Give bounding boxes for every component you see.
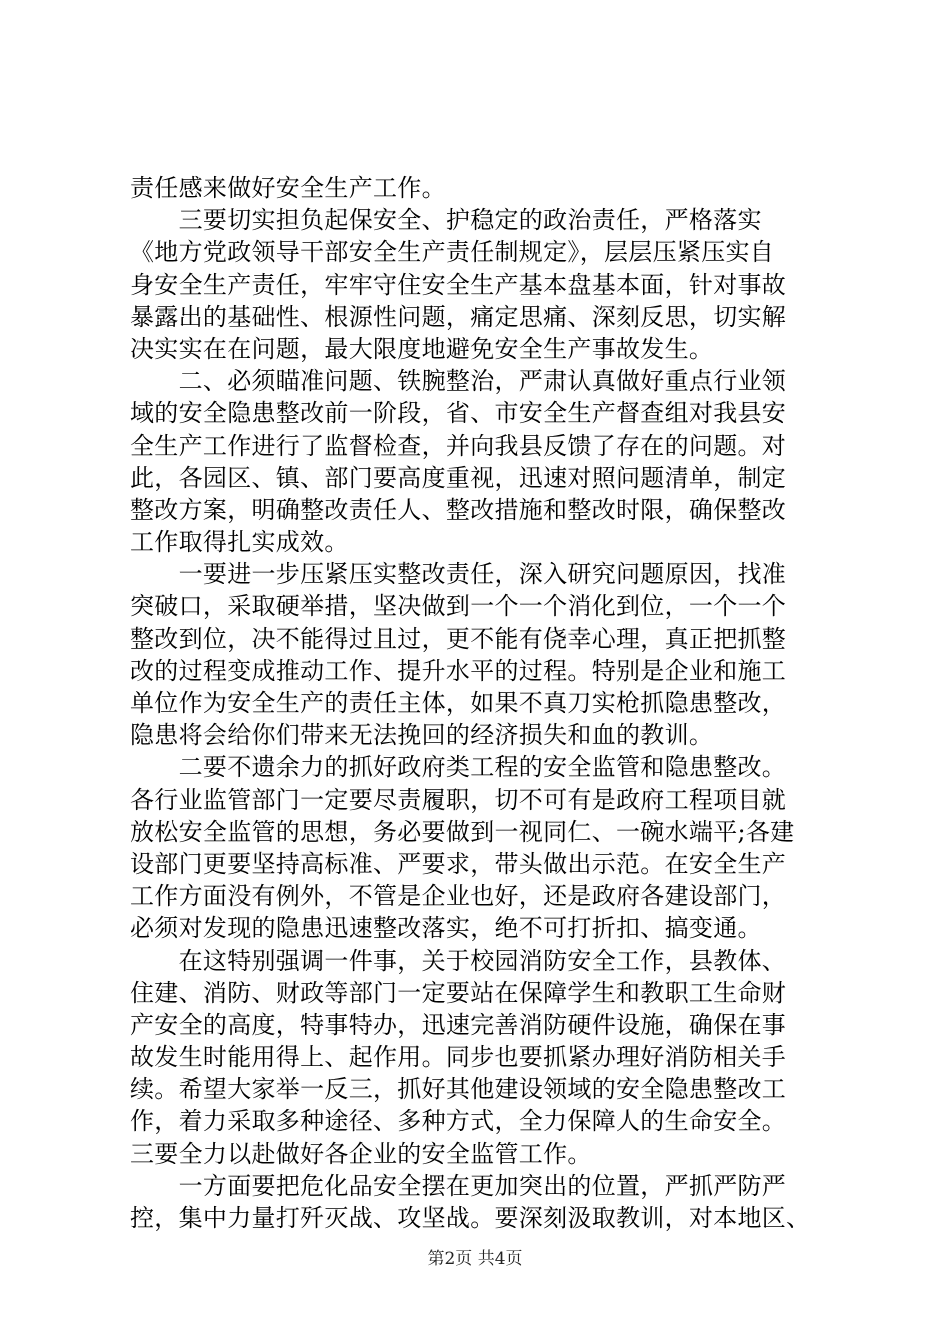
text-line: 控，集中力量打歼灭战、攻坚战。要深刻汲取教训，对本地区、	[130, 1204, 811, 1232]
text-line: 暴露出的基础性、根源性问题，痛定思痛、深刻反思，切实解	[130, 302, 787, 331]
page-number-footer: 第2页 共4页	[427, 1249, 523, 1269]
text-line: 故发生时能用得上、起作用。同步也要抓紧办理好消防相关手	[130, 1043, 787, 1072]
text-line: 决实实在在问题，最大限度地避免安全生产事故发生。	[130, 334, 714, 363]
text-line: 设部门更要坚持高标准、严要求，带头做出示范。在安全生产	[130, 849, 787, 878]
text-line: 必须对发现的隐患迅速整改落实，绝不可打折扣、搞变通。	[130, 914, 762, 943]
text-line: 责任感来做好安全生产工作。	[130, 174, 446, 202]
text-line: 隐患将会给你们带来无法挽回的经济损失和血的教训。	[130, 721, 714, 750]
text-line: 此，各园区、镇、部门要高度重视，迅速对照问题清单，制定	[130, 463, 787, 492]
text-line: 二要不遗余力的抓好政府类工程的安全监管和隐患整改。	[130, 753, 787, 782]
text-line: 全生产工作进行了监督检查，并向我县反馈了存在的问题。对	[130, 431, 787, 460]
text-line: 三要切实担负起保安全、护稳定的政治责任，严格落实	[130, 206, 762, 235]
text-line: 作，着力采取多种途径、多种方式，全力保障人的生命安全。	[130, 1107, 787, 1136]
text-line: 一方面要把危化品安全摆在更加突出的位置，严抓严防严	[130, 1171, 787, 1200]
text-line: 工作取得扎实成效。	[130, 528, 349, 557]
text-line: 身安全生产责任，牢牢守住安全生产基本盘基本面，针对事故	[130, 270, 787, 299]
text-line: 整改方案，明确整改责任人、整改措施和整改时限，确保整改	[130, 495, 787, 524]
text-line: 整改到位，决不能得过且过，更不能有侥幸心理，真正把抓整	[130, 624, 787, 653]
text-line: 放松安全监管的思想，务必要做到一视同仁、一碗水端平;各建	[130, 817, 795, 846]
text-line: 工作方面没有例外，不管是企业也好，还是政府各建设部门，	[130, 882, 787, 911]
document-body	[130, 172, 830, 1234]
text-line: 一要进一步压紧压实整改责任，深入研究问题原因，找准	[130, 560, 787, 589]
text-line: 续。希望大家举一反三，抓好其他建设领域的安全隐患整改工	[130, 1075, 787, 1104]
text-line: 三要全力以赴做好各企业的安全监管工作。	[130, 1139, 592, 1168]
text-line: 二、必须瞄准问题、铁腕整治，严肃认真做好重点行业领	[130, 367, 787, 396]
text-line: 在这特别强调一件事，关于校园消防安全工作，县教体、	[130, 946, 787, 975]
text-line: 突破口，采取硬举措，坚决做到一个一个消化到位，一个一个	[130, 592, 787, 621]
text-line: 住建、消防、财政等部门一定要站在保障学生和教职工生命财	[130, 978, 787, 1007]
text-line: 域的安全隐患整改前一阶段，省、市安全生产督查组对我县安	[130, 399, 787, 428]
text-line: 《地方党政领导干部安全生产责任制规定》，层层压紧压实自	[130, 238, 775, 267]
text-line: 单位作为安全生产的责任主体，如果不真刀实枪抓隐患整改，	[130, 689, 787, 717]
text-line: 改的过程变成推动工作、提升水平的过程。特别是企业和施工	[130, 656, 787, 685]
text-line: 各行业监管部门一定要尽责履职，切不可有是政府工程项目就	[130, 785, 787, 814]
text-line: 产安全的高度，特事特办，迅速完善消防硬件设施，确保在事	[130, 1010, 787, 1039]
